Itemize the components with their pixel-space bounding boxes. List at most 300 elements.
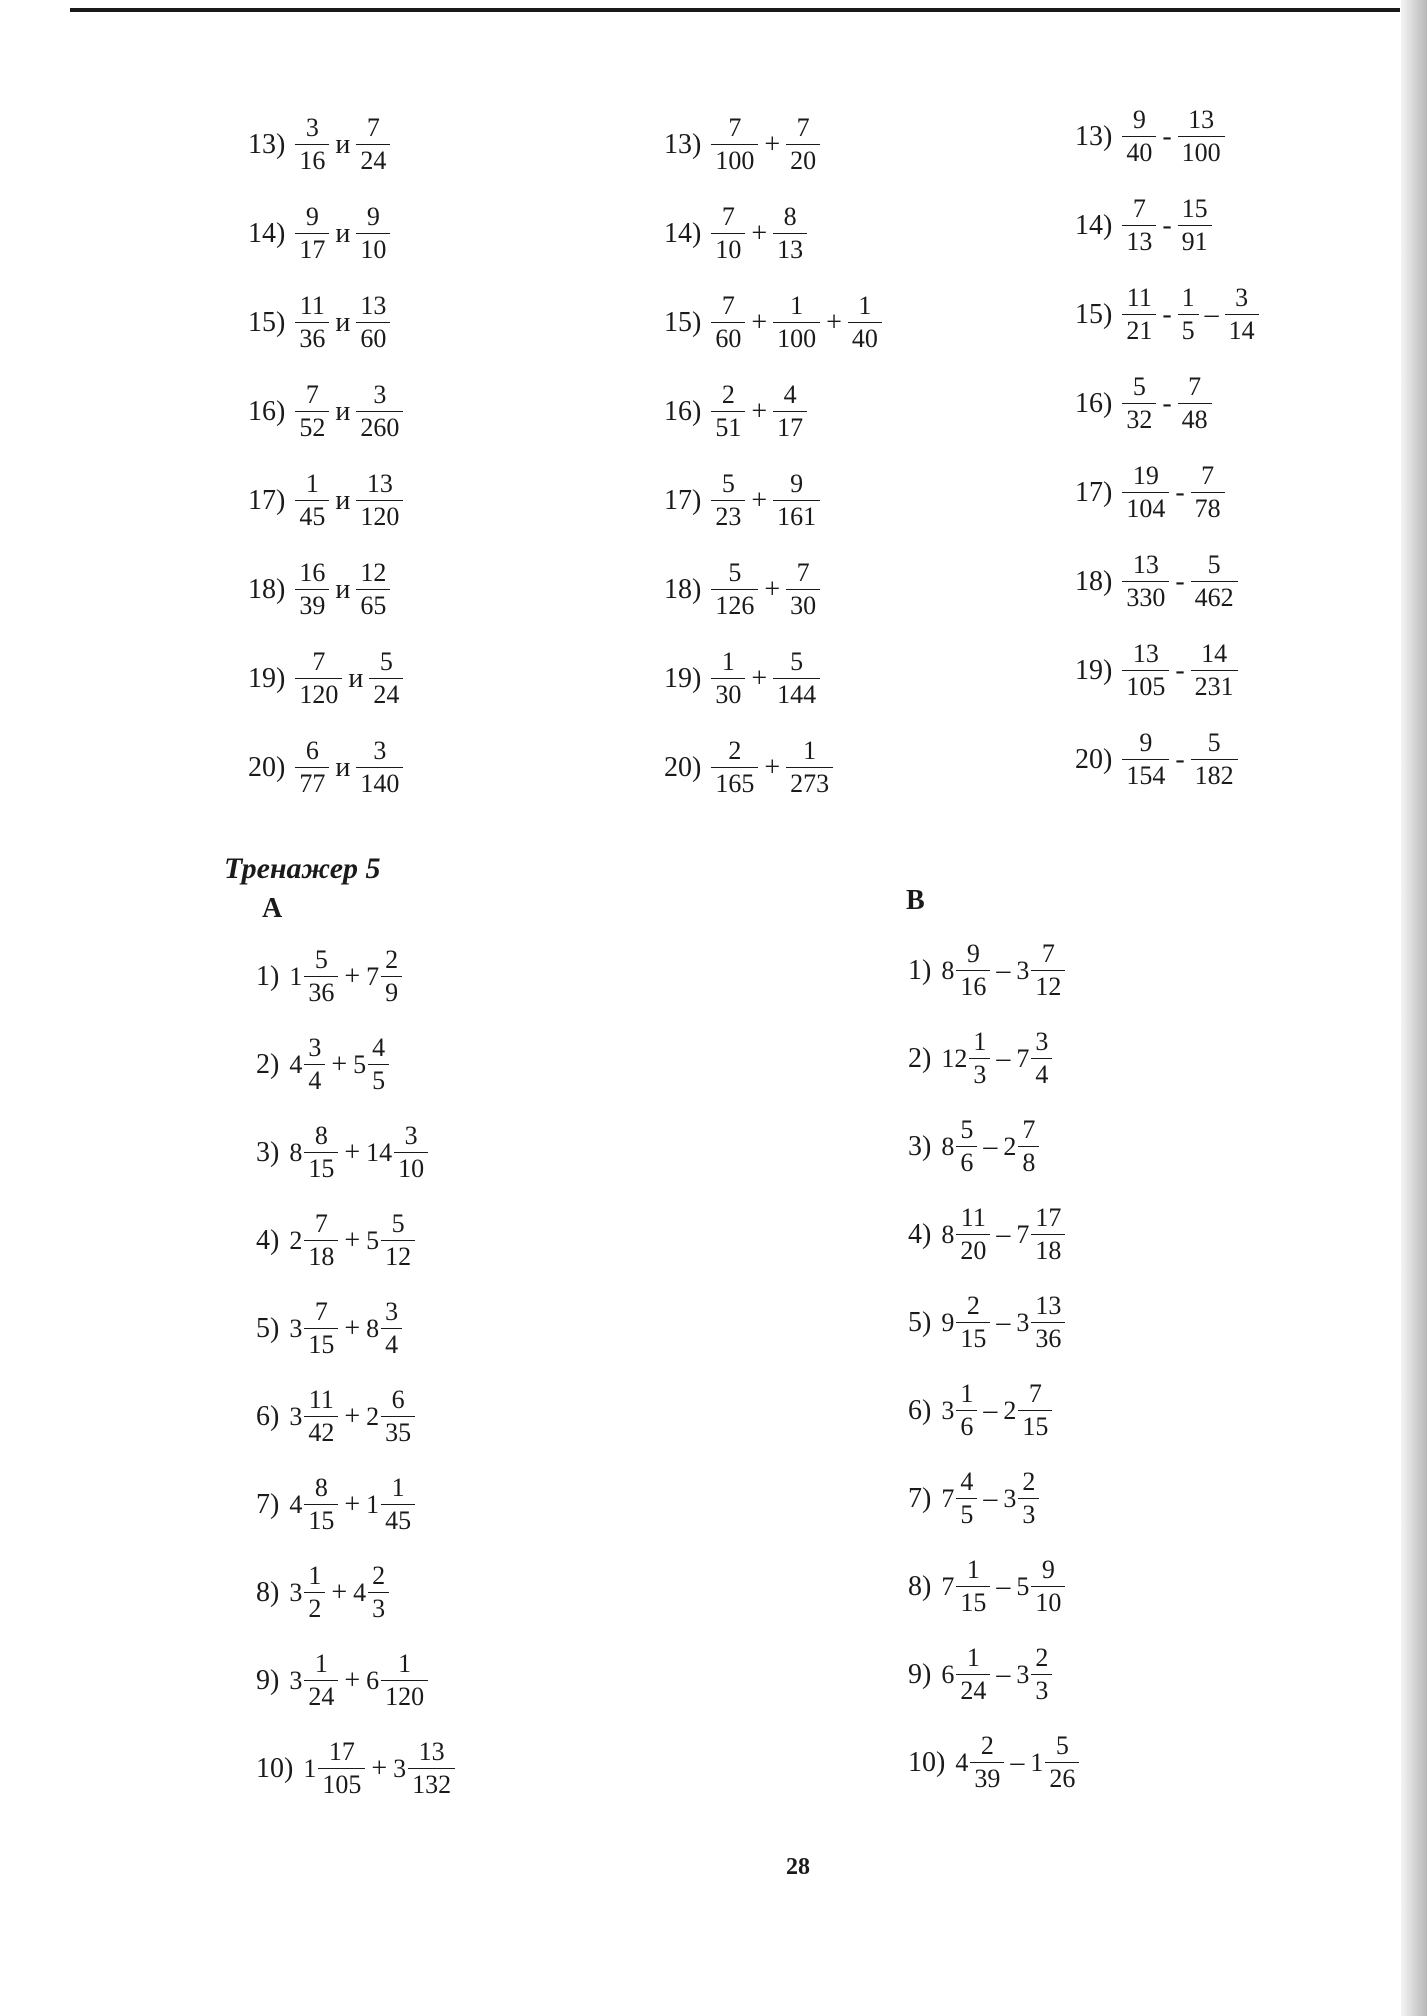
whole-part: 3 [1003, 1483, 1017, 1513]
denominator: 15 [304, 1152, 338, 1185]
whole-part: 2 [1003, 1395, 1017, 1425]
denominator: 104 [1122, 492, 1169, 525]
group-b-exercise [908, 1290, 1067, 1355]
numerator: 7 [1022, 1115, 1036, 1144]
group-a-exercise [256, 1472, 417, 1537]
exercise-number: 20) [248, 751, 286, 783]
numerator: 7 [1132, 194, 1146, 223]
group-a-exercise [256, 1296, 404, 1361]
whole-part: 1 [289, 961, 303, 991]
fraction [1031, 1642, 1052, 1707]
fraction [711, 379, 745, 444]
denominator: 5 [1178, 314, 1199, 347]
whole-part: 5 [353, 1049, 367, 1079]
section-title: Тренажер 5 [224, 852, 381, 885]
exercise-number: 5) [256, 1312, 280, 1344]
fraction [1178, 371, 1212, 436]
exercise-number: 20) [1075, 743, 1113, 775]
numerator: 9 [1041, 1555, 1055, 1584]
denominator: 4 [304, 1064, 325, 1097]
operator: и [335, 751, 351, 783]
exercise-number: 14) [248, 217, 286, 249]
addition-exercise [664, 646, 822, 711]
subtraction-exercise [1075, 104, 1227, 169]
numerator: 6 [391, 1385, 405, 1414]
operator: + [751, 484, 768, 516]
denominator: 24 [304, 1680, 338, 1713]
denominator: 52 [295, 411, 329, 444]
denominator: 5 [956, 1498, 977, 1531]
numerator: 1 [973, 1027, 987, 1056]
fraction [304, 1296, 338, 1361]
numerator: 7 [1028, 1379, 1042, 1408]
fraction [318, 1736, 365, 1801]
numerator: 8 [783, 202, 797, 231]
operator: – [1204, 298, 1219, 330]
denominator: 12 [381, 1240, 415, 1273]
operator: – [983, 1482, 998, 1514]
fraction [773, 201, 807, 266]
exercise-number: 17) [248, 484, 286, 516]
denominator: 10 [711, 233, 745, 266]
numerator: 13 [360, 291, 387, 320]
numerator: 13 [366, 469, 393, 498]
numerator: 7 [312, 647, 326, 676]
denominator: 45 [295, 500, 329, 533]
whole-part: 3 [393, 1753, 407, 1783]
subtraction-exercise [1075, 282, 1261, 347]
comparison-exercise [248, 468, 405, 533]
operator: - [1162, 120, 1172, 152]
denominator: 3 [969, 1058, 990, 1091]
fraction [295, 112, 329, 177]
denominator: 15 [304, 1328, 338, 1361]
fraction [1031, 1026, 1052, 1091]
numerator: 19 [1132, 461, 1159, 490]
fraction [786, 735, 833, 800]
group-a-exercise [256, 1208, 417, 1273]
exercise-number: 16) [664, 395, 702, 427]
denominator: 3 [1031, 1674, 1052, 1707]
numerator: 2 [966, 1291, 980, 1320]
exercise-number: 13) [664, 128, 702, 160]
denominator: 24 [956, 1674, 990, 1707]
exercise-number: 6) [256, 1400, 280, 1432]
fraction [1122, 371, 1156, 436]
fraction [369, 646, 403, 711]
addition-exercise [664, 557, 822, 622]
denominator: 330 [1122, 581, 1169, 614]
denominator: 36 [1031, 1322, 1065, 1355]
exercise-number: 19) [248, 662, 286, 694]
fraction [969, 1026, 990, 1091]
denominator: 60 [711, 322, 745, 355]
denominator: 105 [318, 1768, 365, 1801]
exercise-number: 5) [908, 1306, 932, 1338]
group-b-exercise [908, 1026, 1054, 1091]
operator: - [1175, 743, 1185, 775]
denominator: 4 [381, 1328, 402, 1361]
operator: – [983, 1394, 998, 1426]
numerator: 3 [1235, 283, 1249, 312]
numerator: 7 [1041, 939, 1055, 968]
denominator: 17 [773, 411, 807, 444]
denominator: 26 [1045, 1762, 1079, 1795]
operator: и [335, 217, 351, 249]
denominator: 120 [356, 500, 403, 533]
fraction [304, 1648, 338, 1713]
denominator: 161 [773, 500, 820, 533]
whole-part: 7 [941, 1483, 955, 1513]
comparison-exercise [248, 112, 392, 177]
fraction [956, 938, 990, 1003]
numerator: 3 [1035, 1027, 1049, 1056]
numerator: 16 [299, 558, 326, 587]
fraction [1031, 938, 1065, 1003]
whole-part: 8 [289, 1137, 303, 1167]
numerator: 17 [1035, 1203, 1062, 1232]
fraction [1122, 193, 1156, 258]
whole-part: 4 [289, 1489, 303, 1519]
operator: + [331, 1576, 348, 1608]
exercise-number: 16) [1075, 387, 1113, 419]
fraction [1031, 1554, 1065, 1619]
fraction [956, 1554, 990, 1619]
whole-part: 3 [1016, 1307, 1030, 1337]
numerator: 9 [366, 202, 380, 231]
fraction [356, 112, 390, 177]
fraction [1191, 727, 1238, 792]
denominator: 5 [368, 1064, 389, 1097]
fraction [356, 290, 390, 355]
whole-part: 2 [289, 1225, 303, 1255]
denominator: 100 [1178, 136, 1225, 169]
fraction [773, 379, 807, 444]
whole-part: 4 [289, 1049, 303, 1079]
numerator: 1 [1181, 283, 1195, 312]
denominator: 18 [1031, 1234, 1065, 1267]
numerator: 5 [960, 1115, 974, 1144]
numerator: 11 [299, 291, 325, 320]
denominator: 14 [1225, 314, 1259, 347]
whole-part: 4 [955, 1747, 969, 1777]
denominator: 16 [295, 144, 329, 177]
denominator: 165 [711, 767, 758, 800]
denominator: 24 [356, 144, 390, 177]
exercise-number: 4) [908, 1218, 932, 1250]
addition-exercise [664, 201, 809, 266]
whole-part: 3 [1016, 955, 1030, 985]
fraction [304, 1560, 325, 1625]
fraction [970, 1730, 1004, 1795]
fraction [956, 1642, 990, 1707]
numerator: 5 [1055, 1731, 1069, 1760]
fraction [295, 468, 329, 533]
whole-part: 6 [366, 1665, 380, 1695]
fraction [956, 1378, 977, 1443]
numerator: 1 [308, 1561, 322, 1590]
fraction [786, 112, 820, 177]
exercise-number: 19) [1075, 654, 1113, 686]
exercise-number: 15) [248, 306, 286, 338]
exercise-number: 17) [1075, 476, 1113, 508]
numerator: 1 [790, 291, 804, 320]
whole-part: 1 [303, 1753, 317, 1783]
numerator: 7 [314, 1297, 328, 1326]
comparison-exercise [248, 735, 405, 800]
numerator: 9 [305, 202, 319, 231]
fraction [381, 1208, 415, 1273]
exercise-number: 10) [256, 1752, 294, 1784]
denominator: 8 [1018, 1146, 1039, 1179]
fraction [711, 468, 745, 533]
whole-part: 3 [289, 1313, 303, 1343]
exercise-number: 14) [1075, 209, 1113, 241]
numerator: 7 [305, 380, 319, 409]
comparison-exercise [248, 290, 392, 355]
exercise-number: 4) [256, 1224, 280, 1256]
fraction [381, 1648, 428, 1713]
operator: и [335, 306, 351, 338]
exercise-number: 7) [256, 1488, 280, 1520]
numerator: 5 [1207, 728, 1221, 757]
whole-part: 7 [941, 1571, 955, 1601]
group-b-exercise [908, 1642, 1054, 1707]
fraction [956, 1202, 990, 1267]
fraction [295, 201, 329, 266]
denominator: 105 [1122, 670, 1169, 703]
numerator: 7 [796, 558, 810, 587]
fraction [711, 112, 758, 177]
whole-part: 3 [289, 1401, 303, 1431]
exercise-number: 15) [1075, 298, 1113, 330]
numerator: 7 [1188, 372, 1202, 401]
denominator: 260 [356, 411, 403, 444]
operator: + [751, 306, 768, 338]
whole-part: 1 [1030, 1747, 1044, 1777]
fraction [381, 1384, 415, 1449]
numerator: 1 [398, 1649, 412, 1678]
numerator: 13 [418, 1737, 445, 1766]
operator: – [996, 1658, 1011, 1690]
fraction [1122, 460, 1169, 525]
numerator: 5 [1207, 550, 1221, 579]
fraction [956, 1290, 990, 1355]
numerator: 8 [314, 1121, 328, 1150]
operator: + [751, 217, 768, 249]
whole-part: 3 [1016, 1659, 1030, 1689]
fraction [304, 1032, 325, 1097]
numerator: 1 [966, 1555, 980, 1584]
denominator: 100 [773, 322, 820, 355]
operator: и [335, 128, 351, 160]
operator: + [764, 128, 781, 160]
denominator: 60 [356, 322, 390, 355]
fraction [848, 290, 882, 355]
numerator: 3 [404, 1121, 418, 1150]
denominator: 20 [956, 1234, 990, 1267]
fraction [356, 468, 403, 533]
denominator: 36 [304, 976, 338, 1009]
exercise-number: 18) [248, 573, 286, 605]
numerator: 13 [1132, 639, 1159, 668]
fraction [773, 468, 820, 533]
exercise-number: 3) [908, 1130, 932, 1162]
numerator: 3 [373, 736, 387, 765]
numerator: 1 [960, 1379, 974, 1408]
fraction [295, 735, 329, 800]
numerator: 13 [1188, 105, 1215, 134]
whole-part: 2 [366, 1401, 380, 1431]
numerator: 11 [308, 1385, 334, 1414]
fraction [1178, 282, 1199, 347]
numerator: 7 [796, 113, 810, 142]
denominator: 32 [1122, 403, 1156, 436]
fraction [381, 1296, 402, 1361]
fraction [773, 290, 820, 355]
whole-part: 8 [366, 1313, 380, 1343]
group-a-exercise [256, 1120, 430, 1185]
fraction [1018, 1114, 1039, 1179]
page-number: 28 [786, 1854, 810, 1880]
numerator: 1 [966, 1643, 980, 1672]
fraction [1122, 638, 1169, 703]
denominator: 17 [295, 233, 329, 266]
fraction [1045, 1730, 1079, 1795]
operator: – [996, 1218, 1011, 1250]
denominator: 9 [381, 976, 402, 1009]
fraction [408, 1736, 455, 1801]
exercise-number: 6) [908, 1394, 932, 1426]
operator: - [1175, 565, 1185, 597]
numerator: 5 [728, 558, 742, 587]
group-a-exercise [256, 944, 404, 1009]
numerator: 7 [721, 202, 735, 231]
denominator: 45 [381, 1504, 415, 1537]
numerator: 17 [328, 1737, 355, 1766]
denominator: 20 [786, 144, 820, 177]
denominator: 273 [786, 767, 833, 800]
exercise-number: 10) [908, 1746, 946, 1778]
numerator: 5 [314, 945, 328, 974]
addition-exercise [664, 290, 884, 355]
denominator: 23 [711, 500, 745, 533]
denominator: 3 [368, 1592, 389, 1625]
numerator: 4 [960, 1467, 974, 1496]
operator: – [983, 1130, 998, 1162]
whole-part: 12 [941, 1043, 968, 1073]
whole-part: 8 [941, 1131, 955, 1161]
denominator: 2 [304, 1592, 325, 1625]
whole-part: 7 [366, 961, 380, 991]
fraction [381, 944, 402, 1009]
fraction [956, 1466, 977, 1531]
exercise-number: 7) [908, 1482, 932, 1514]
comparison-exercise [248, 646, 405, 711]
fraction [295, 379, 329, 444]
denominator: 144 [773, 678, 820, 711]
numerator: 1 [314, 1649, 328, 1678]
denominator: 462 [1191, 581, 1238, 614]
operator: + [344, 1224, 361, 1256]
operator: + [826, 306, 842, 338]
group-a-exercise [256, 1648, 430, 1713]
subtraction-exercise [1075, 549, 1240, 614]
denominator: 120 [381, 1680, 428, 1713]
fraction [295, 290, 329, 355]
fraction [368, 1032, 389, 1097]
exercise-number: 8) [908, 1570, 932, 1602]
fraction [1122, 727, 1169, 792]
operator: + [371, 1752, 388, 1784]
addition-exercise [664, 468, 822, 533]
exercise-number: 17) [664, 484, 702, 516]
denominator: 15 [956, 1586, 990, 1619]
denominator: 24 [369, 678, 403, 711]
denominator: 15 [1018, 1410, 1052, 1443]
whole-part: 5 [1016, 1571, 1030, 1601]
operator: и [335, 395, 351, 427]
operator: + [344, 1400, 361, 1432]
group-a-exercise [256, 1032, 391, 1097]
operator: + [344, 1488, 361, 1520]
whole-part: 3 [289, 1577, 303, 1607]
denominator: 18 [304, 1240, 338, 1273]
fraction [1122, 104, 1156, 169]
whole-part: 8 [941, 955, 955, 985]
denominator: 39 [295, 589, 329, 622]
numerator: 3 [305, 113, 319, 142]
numerator: 9 [790, 469, 804, 498]
numerator: 2 [372, 1561, 386, 1590]
addition-exercise [664, 379, 809, 444]
subtraction-exercise [1075, 193, 1214, 258]
group-a-label: А [262, 893, 283, 924]
group-a-exercise [256, 1384, 417, 1449]
operator: – [1010, 1746, 1025, 1778]
denominator: 13 [1122, 225, 1156, 258]
numerator: 3 [373, 380, 387, 409]
exercise-number: 8) [256, 1576, 280, 1608]
denominator: 78 [1191, 492, 1225, 525]
whole-part: 7 [1016, 1043, 1030, 1073]
denominator: 91 [1178, 225, 1212, 258]
group-b-exercise [908, 938, 1067, 1003]
whole-part: 3 [289, 1665, 303, 1695]
numerator: 3 [308, 1033, 322, 1062]
numerator: 15 [1181, 194, 1208, 223]
denominator: 42 [304, 1416, 338, 1449]
operator: – [996, 1570, 1011, 1602]
operator: – [996, 1042, 1011, 1074]
whole-part: 3 [941, 1395, 955, 1425]
numerator: 11 [960, 1203, 986, 1232]
exercise-number: 15) [664, 306, 702, 338]
operator: и [335, 573, 351, 605]
numerator: 2 [980, 1731, 994, 1760]
group-b-exercise [908, 1554, 1067, 1619]
addition-exercise [664, 735, 835, 800]
exercise-number: 18) [1075, 565, 1113, 597]
fraction [1178, 104, 1225, 169]
denominator: 36 [295, 322, 329, 355]
fraction [304, 1120, 338, 1185]
numerator: 5 [1132, 372, 1146, 401]
denominator: 39 [970, 1762, 1004, 1795]
fraction [711, 557, 758, 622]
numerator: 2 [721, 380, 735, 409]
denominator: 15 [956, 1322, 990, 1355]
